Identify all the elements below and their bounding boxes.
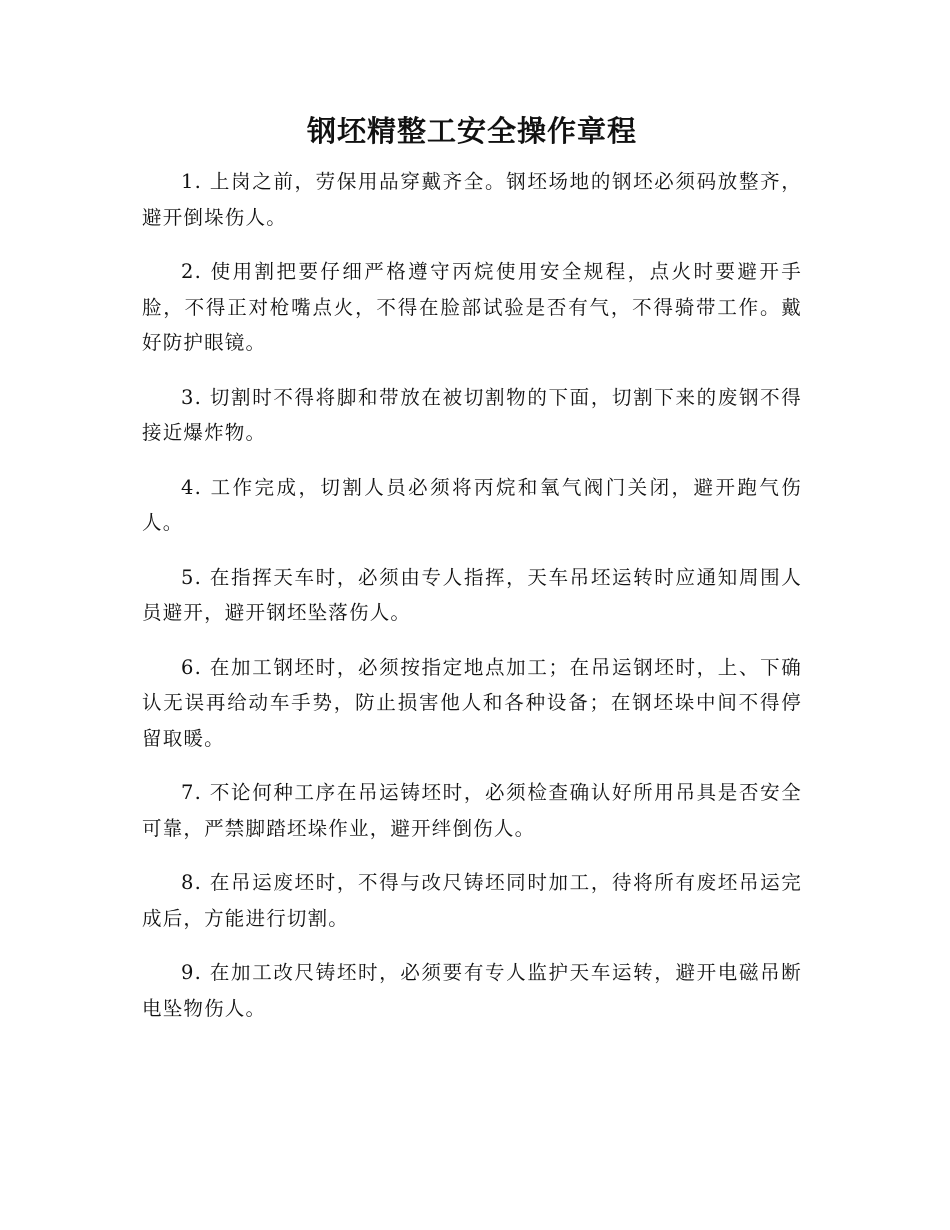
paragraph-4: 4. 工作完成，切割人员必须将丙烷和氧气阀门关闭，避开跑气伤人。 bbox=[142, 475, 802, 534]
paragraph-6: 6. 在加工钢坯时，必须按指定地点加工；在吊运钢坯时，上、下确认无误再给动车手势，防止损害他人和各种设备；在钢坯垛中间不得停留取暖。 bbox=[142, 655, 802, 750]
document-page bbox=[142, 108, 802, 1045]
document-body bbox=[142, 164, 802, 1026]
paragraph-2: 2. 使用割把要仔细严格遵守丙烷使用安全规程，点火时要避开手脸，不得正对枪嘴点火，不得在脸部试验是否有气，不得骑带工作。戴好防护眼镜。 bbox=[142, 260, 802, 354]
paragraph-1: 1. 上岗之前，劳保用品穿戴齐全。钢坯场地的钢坯必须码放整齐，避开倒垛伤人。 bbox=[142, 170, 802, 229]
document-title: 钢坯精整工安全操作章程 bbox=[306, 114, 637, 148]
paragraph-7: 7. 不论何种工序在吊运铸坯时，必须检查确认好所用吊具是否安全可靠，严禁脚踏坯垛作业，避开绊倒伤人。 bbox=[142, 781, 802, 840]
paragraph-8: 8. 在吊运废坯时，不得与改尺铸坯同时加工，待将所有废坯吊运完成后，方能进行切割。 bbox=[142, 871, 802, 930]
paragraph-9: 9. 在加工改尺铸坯时，必须要有专人监护天车运转，避开电磁吊断电坠物伤人。 bbox=[142, 961, 802, 1020]
paragraph-5: 5. 在指挥天车时，必须由专人指挥，天车吊坯运转时应通知周围人员避开，避开钢坯坠落伤人。 bbox=[142, 565, 802, 624]
paragraph-3: 3. 切割时不得将脚和带放在被切割物的下面，切割下来的废钢不得接近爆炸物。 bbox=[142, 385, 802, 444]
